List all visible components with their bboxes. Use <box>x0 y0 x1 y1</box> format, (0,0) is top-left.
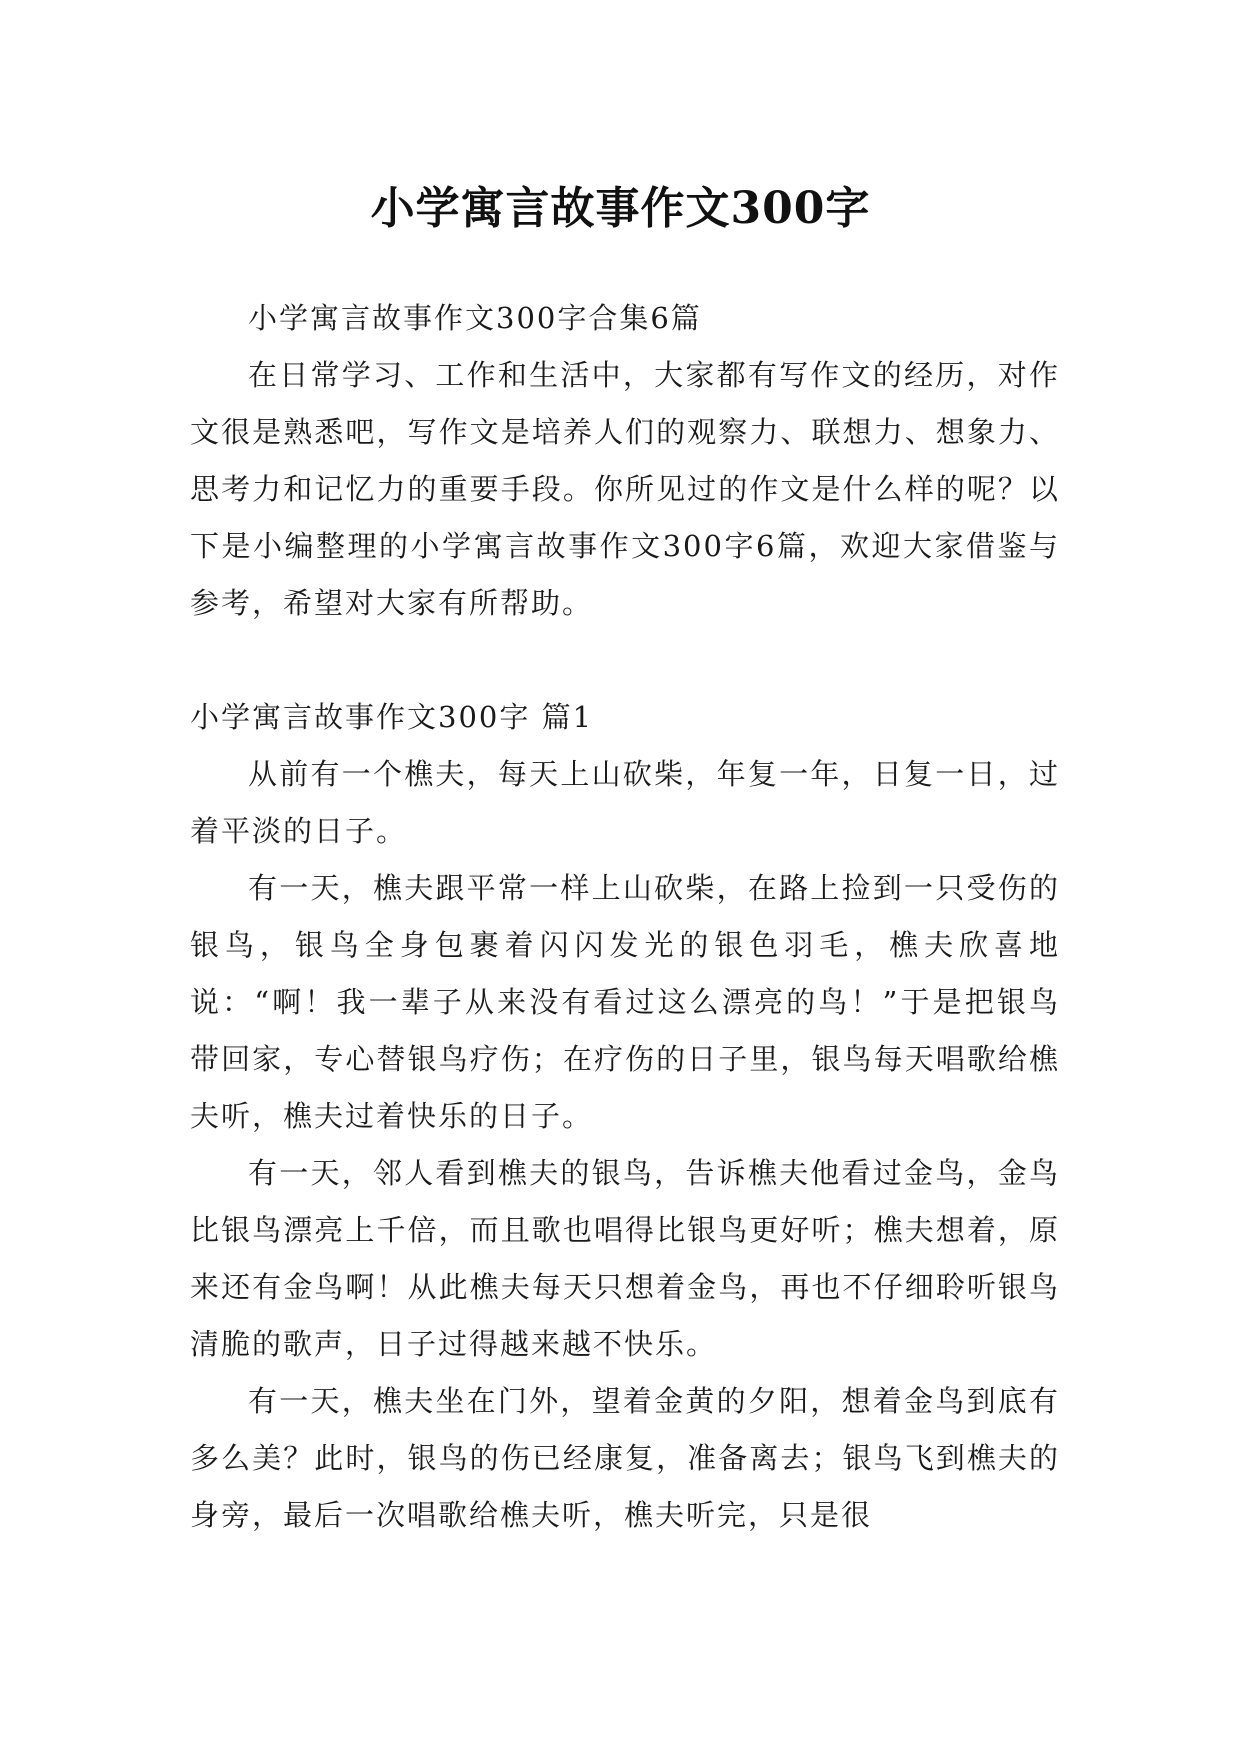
story-paragraph-1: 从前有一个樵夫，每天上山砍柴，年复一年，日复一日，过着平淡的日子。 <box>190 757 1060 848</box>
story-paragraph-4: 有一天，樵夫坐在门外，望着金黄的夕阳，想着金鸟到底有多么美？此时，银鸟的伤已经康复，准备离去；银鸟飞到樵夫的身旁，最后一次唱歌给樵夫听，樵夫听完，只是很 <box>190 1384 1060 1532</box>
story-paragraph-3: 有一天，邻人看到樵夫的银鸟，告诉樵夫他看过金鸟，金鸟比银鸟漂亮上千倍，而且歌也唱得比银鸟更好听；樵夫想着，原来还有金鸟啊！从此樵夫每天只想着金鸟，再也不仔细聆听银鸟清脆的歌声，日子过得越来越不快乐。 <box>190 1156 1060 1361</box>
section-heading: 小学寓言故事作文300字 篇1 <box>190 700 594 734</box>
collection-subtitle: 小学寓言故事作文300字合集6篇 <box>248 301 702 335</box>
intro-paragraph: 在日常学习、工作和生活中，大家都有写作文的经历，对作文很是熟悉吧，写作文是培养人们的观察力、联想力、想象力、思考力和记忆力的重要手段。你所见过的作文是什么样的呢？以下是小编整理的小学寓言故事作文300字6篇，欢迎大家借鉴与参考，希望对大家有所帮助。 <box>190 358 1060 620</box>
story-paragraph-2: 有一天，樵夫跟平常一样上山砍柴，在路上捡到一只受伤的银鸟，银鸟全身包裹着闪闪发光的银色羽毛，樵夫欣喜地说：“啊！我一辈子从来没有看过这么漂亮的鸟！”于是把银鸟带回家，专心替银鸟疗伤；在疗伤的日子里，银鸟每天唱歌给樵夫听，樵夫过着快乐的日子。 <box>190 871 1060 1133</box>
document-title: 小学寓言故事作文300字 <box>370 183 871 235</box>
document-body <box>190 290 1060 1544</box>
